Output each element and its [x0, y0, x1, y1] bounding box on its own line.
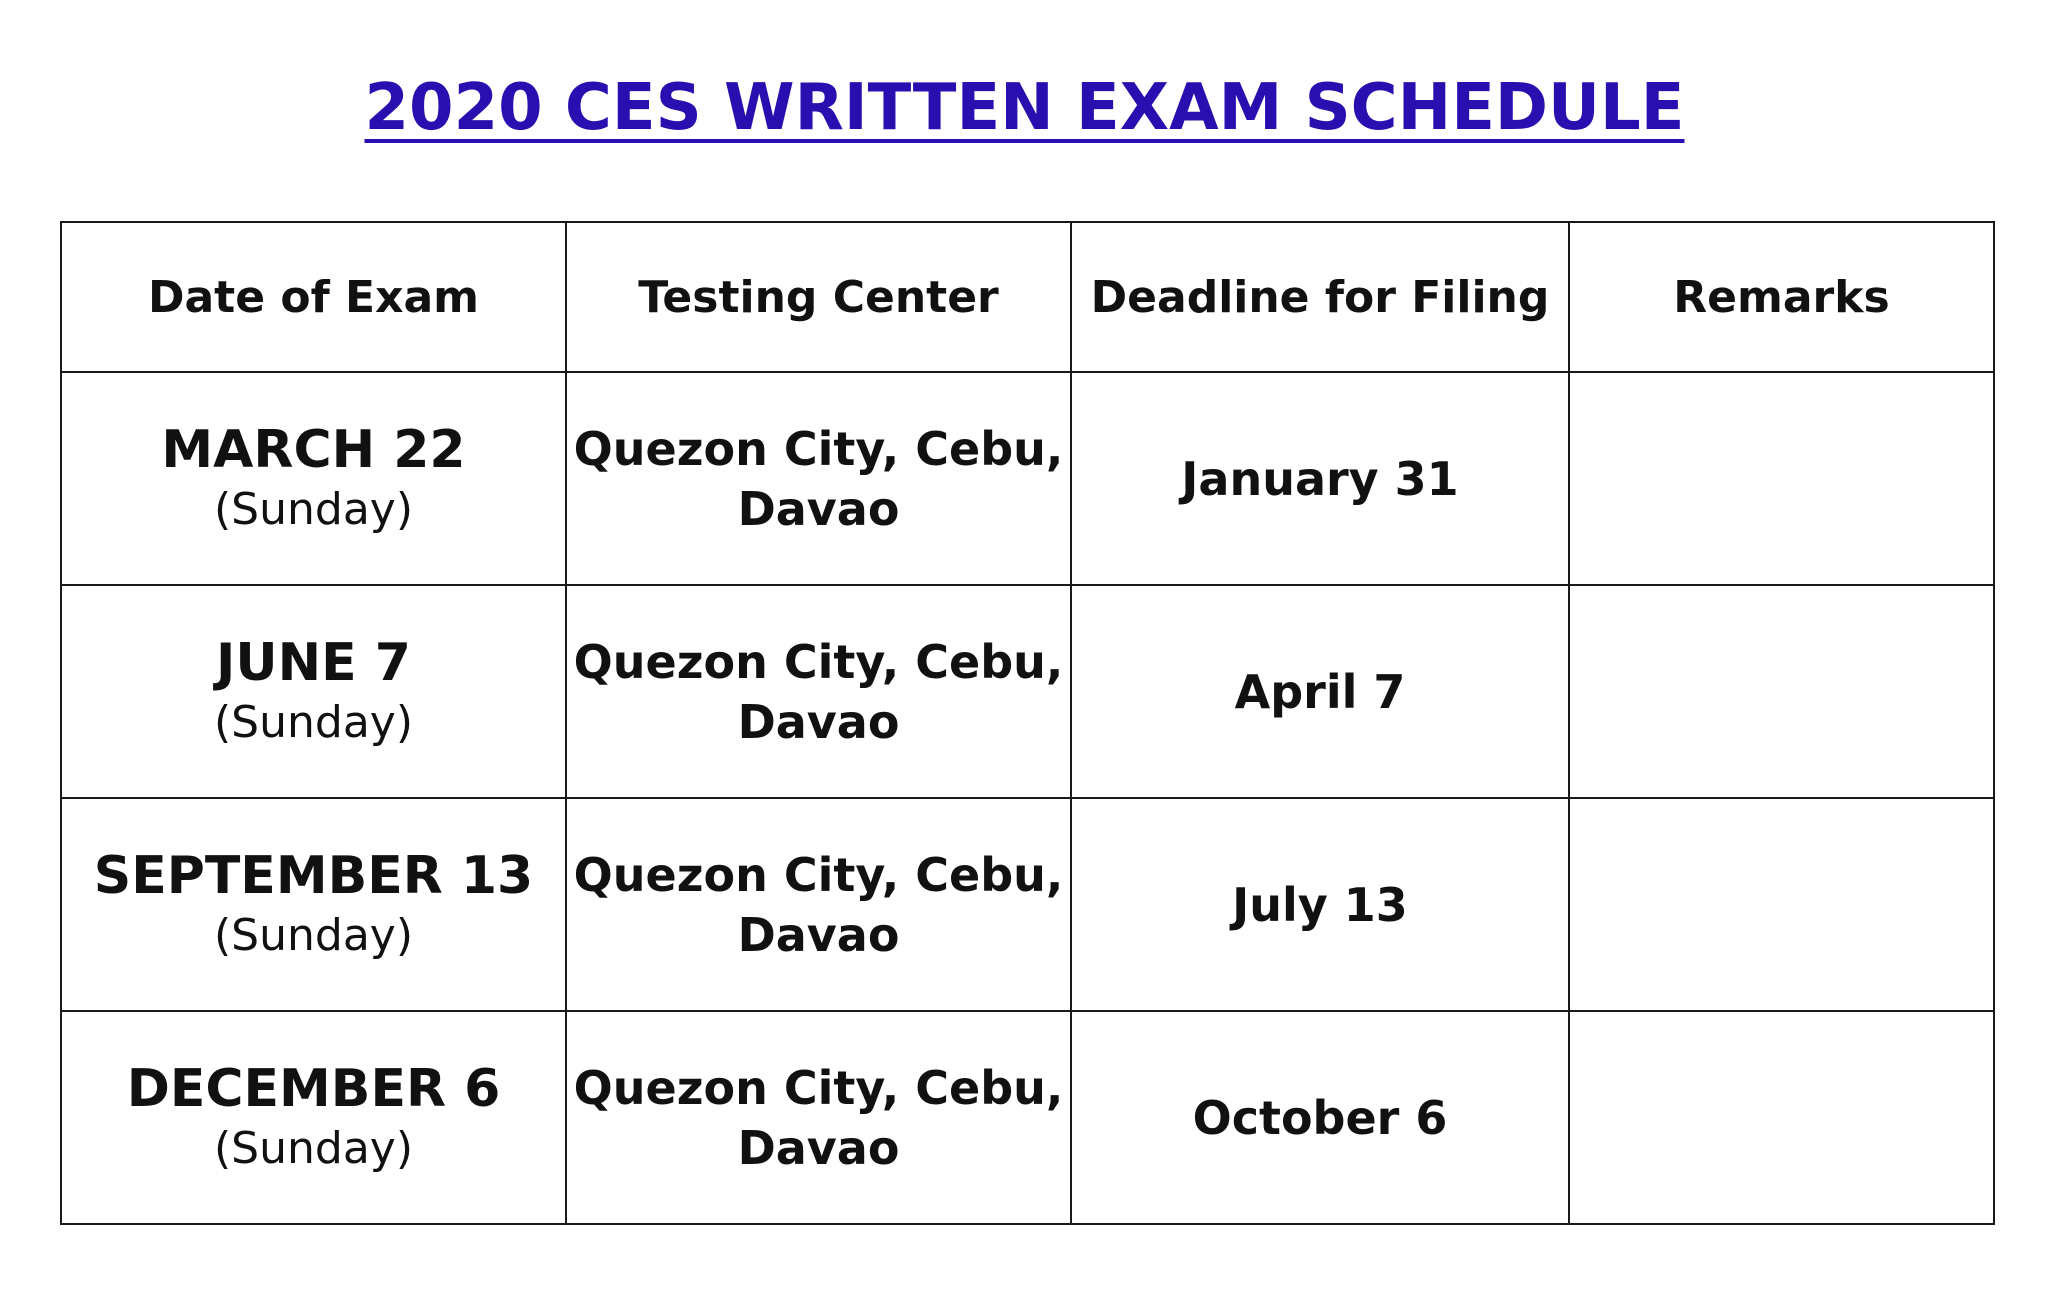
- exam-day: (Sunday): [214, 483, 413, 535]
- filing-deadline: July 13: [1071, 798, 1569, 1011]
- exam-day: (Sunday): [214, 909, 413, 961]
- table-row: [61, 798, 1994, 1011]
- filing-deadline: October 6: [1071, 1011, 1569, 1224]
- page-title-text: 2020 CES WRITTEN EXAM SCHEDULE: [364, 71, 1685, 145]
- remarks-cell: [1569, 585, 1994, 798]
- exam-day: (Sunday): [214, 1122, 413, 1174]
- testing-center: Quezon City, Cebu, Davao: [566, 372, 1071, 585]
- exam-schedule-table: [60, 221, 1995, 1225]
- header-date-of-exam: Date of Exam: [61, 222, 566, 372]
- remarks-cell: [1569, 372, 1994, 585]
- table-row: [61, 1011, 1994, 1224]
- table-header-row: [61, 222, 1994, 372]
- filing-deadline: January 31: [1071, 372, 1569, 585]
- exam-date: DECEMBER 6: [126, 1058, 501, 1119]
- exam-date-cell: [61, 1011, 566, 1224]
- exam-date-cell: [61, 372, 566, 585]
- exam-date-cell: [61, 798, 566, 1011]
- header-deadline-for-filing: Deadline for Filing: [1071, 222, 1569, 372]
- exam-date: SEPTEMBER 13: [93, 845, 534, 906]
- remarks-cell: [1569, 798, 1994, 1011]
- testing-center: Quezon City, Cebu, Davao: [566, 798, 1071, 1011]
- testing-center: Quezon City, Cebu, Davao: [566, 1011, 1071, 1224]
- exam-date-cell: [61, 585, 566, 798]
- remarks-cell: [1569, 1011, 1994, 1224]
- exam-day: (Sunday): [214, 696, 413, 748]
- header-remarks: Remarks: [1569, 222, 1994, 372]
- filing-deadline: April 7: [1071, 585, 1569, 798]
- exam-date: MARCH 22: [161, 419, 466, 480]
- exam-date: JUNE 7: [216, 632, 411, 693]
- page-title: [0, 68, 2049, 148]
- table-row: [61, 585, 1994, 798]
- header-testing-center: Testing Center: [566, 222, 1071, 372]
- table-row: [61, 372, 1994, 585]
- testing-center: Quezon City, Cebu, Davao: [566, 585, 1071, 798]
